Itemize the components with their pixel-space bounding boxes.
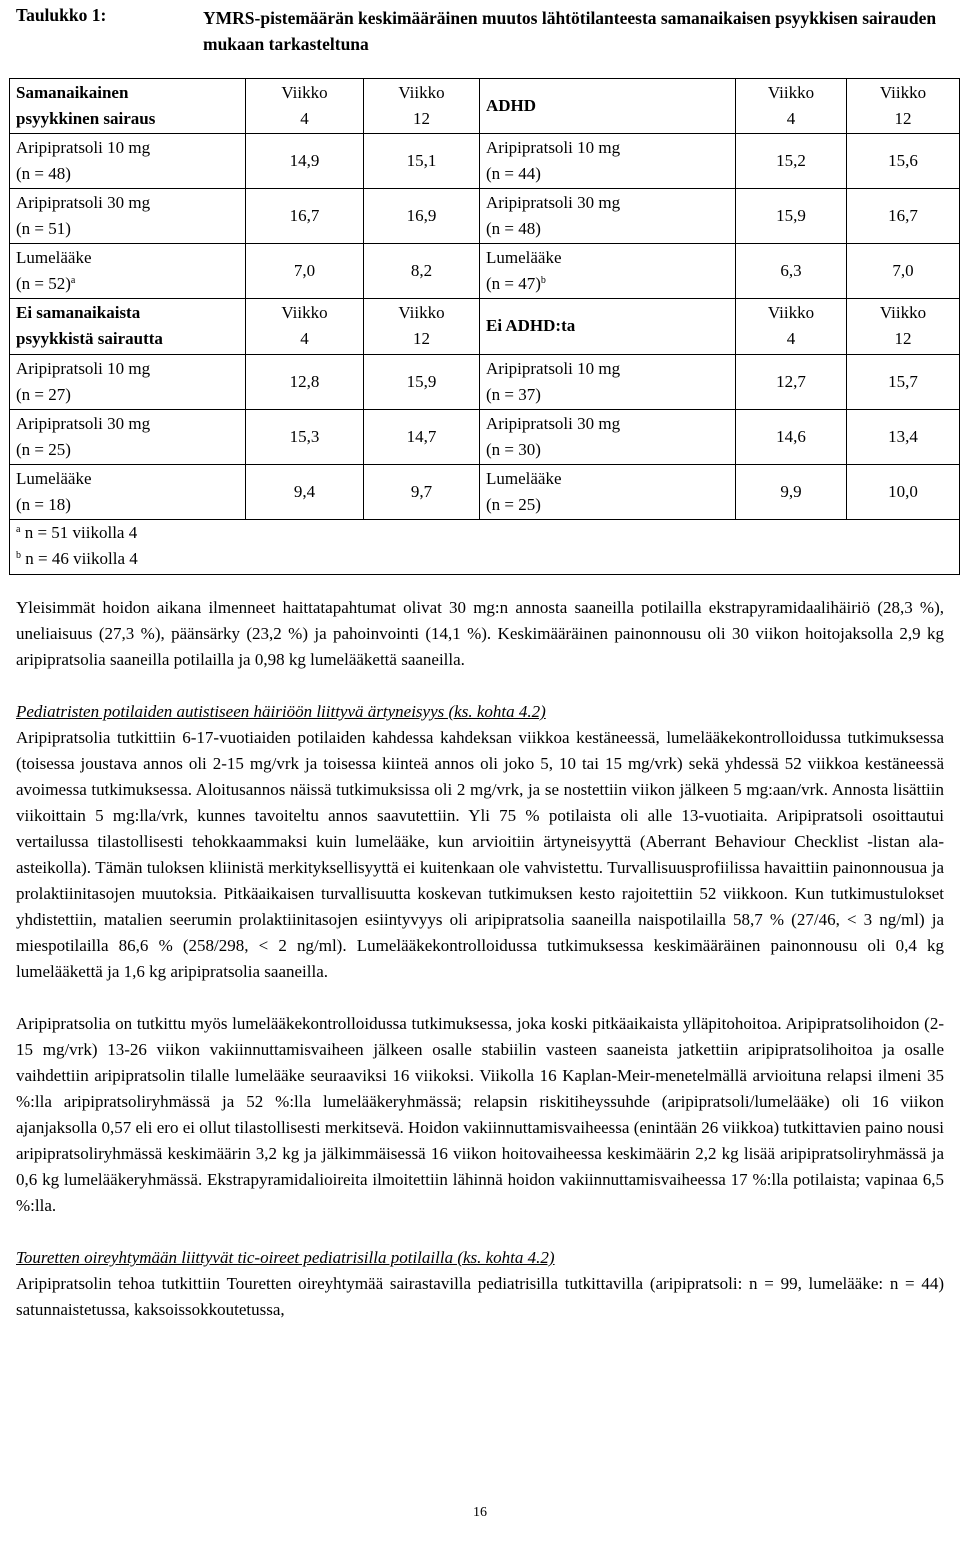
column-header-week12 [364, 79, 480, 134]
week4-value: 14,9 [246, 134, 364, 189]
week12-header-line2: 12 [894, 109, 912, 129]
treatment-group-label [10, 409, 246, 464]
left-group-header-line2: psyykkinen sairaus [16, 109, 156, 129]
week12-value: 15,7 [847, 354, 960, 409]
treatment-group-line1: Lumelääke [486, 248, 562, 268]
week12-value: 9,7 [364, 464, 480, 519]
treatment-group-line2: (n = 25) [486, 494, 541, 514]
treatment-group-line2: (n = 44) [486, 164, 541, 184]
treatment-group-footnote-mark: a [70, 275, 76, 287]
treatment-group-line2: (n = 30) [486, 439, 541, 459]
table-row [10, 134, 960, 189]
week4-value: 15,9 [736, 189, 847, 244]
week12-header-line1: Viikko [879, 83, 927, 103]
week12-value: 14,7 [364, 409, 480, 464]
treatment-group-label [480, 189, 736, 244]
treatment-group-line2: (n = 18) [16, 494, 71, 514]
right-group-header [480, 299, 736, 354]
week12-header-line1: Viikko [879, 303, 927, 323]
week4-value: 7,0 [246, 244, 364, 299]
paragraph-tourette-study: Aripipratsolin tehoa tutkittiin Touretten oireyhtymää sairastavilla pediatrisilla tutkittavilla (aripipratsoli: n = 99, lumelääke: n = 44) satunnaistetussa, kaksoissokkoutetussa, [16, 1274, 944, 1319]
left-group-header-line2: psyykkistä sairautta [16, 329, 163, 349]
footnote-text: n = 46 viikolla 4 [25, 548, 138, 568]
week12-value: 15,6 [847, 134, 960, 189]
document-body [16, 595, 944, 1323]
table-row [10, 244, 960, 299]
treatment-group-line1: Aripipratsoli 10 mg [16, 138, 151, 158]
week12-value: 15,9 [364, 354, 480, 409]
treatment-group-label [10, 464, 246, 519]
treatment-group-line2: (n = 27) [16, 384, 71, 404]
ymrs-results-table [9, 78, 960, 575]
footnote-row [10, 519, 960, 574]
week12-header-line1: Viikko [398, 303, 445, 323]
treatment-group-line1: Aripipratsoli 10 mg [16, 358, 151, 378]
footnote-text: n = 51 viikolla 4 [24, 522, 138, 542]
week4-header-line1: Viikko [281, 83, 328, 103]
treatment-group-label [480, 244, 736, 299]
week4-value: 9,4 [246, 464, 364, 519]
right-group-header-text: Ei ADHD:ta [486, 316, 576, 336]
week4-value: 9,9 [736, 464, 847, 519]
treatment-group-line1: Aripipratsoli 30 mg [486, 193, 621, 213]
week12-value: 15,1 [364, 134, 480, 189]
week4-header-line2: 4 [786, 329, 796, 349]
week12-value: 13,4 [847, 409, 960, 464]
treatment-group-line1: Aripipratsoli 10 mg [486, 138, 621, 158]
treatment-group-line1: Aripipratsoli 10 mg [486, 358, 621, 378]
footnote-mark: a [16, 523, 21, 535]
week4-value: 12,8 [246, 354, 364, 409]
week12-header-line2: 12 [894, 329, 912, 349]
column-header-week12 [364, 299, 480, 354]
treatment-group-line2: (n = 51) [16, 219, 71, 239]
week12-value: 8,2 [364, 244, 480, 299]
column-header-week4 [736, 299, 847, 354]
treatment-group-line2: (n = 47) [486, 274, 541, 294]
column-header-week4 [246, 79, 364, 134]
section-heading-autism: Pediatristen potilaiden autistiseen häiriöön liittyvä ärtyneisyys (ks. kohta 4.2) [16, 702, 546, 721]
treatment-group-line1: Lumelääke [16, 248, 92, 268]
week12-value: 7,0 [847, 244, 960, 299]
week4-header-line1: Viikko [767, 83, 815, 103]
paragraph-maintenance-study: Aripipratsolia on tutkittu myös lumelääkekontrolloidussa tutkimuksessa, joka koski pitkäaikaista ylläpitohoitoa. Aripipratsolihoidon (2-15 mg/vrk) 13-26 viikon vakiinnuttamisvaiheen jälkeen osalle stabiilin vasteen saaneista jatkettiin aripipratsolihoitoa ja osalle vaihdettiin aripipratsolin tilalle lumelääke seuraaviksi 16 viikoksi. Viikolla 16 Kaplan-Meir-menetelmällä arvioituna relapsi ilmeni 35 %:lla aripipratsoliryhmässä ja 52 %:lla lumelääkeryhmässä; relapsin riskitiheyssuhde (aripipratsoli/lumelääke) oli 16 viikon ajanjaksolla 0,57 eli ero ei ollut tilastollisesti merkitsevä. Hoidon vakiinnuttamisvaiheessa (enintään 26 viikkoa) tutkittavien paino nousi aripipratsoliryhmässä keskimäärin 3,2 kg ja jälkimmäisessä 16 viikon hoitovaiheessa keskimäärin 2,2 kg lisää aripipratsoliryhmässä ja 0,6 kg lumelääkeryhmässä. Ekstrapyramidalioireita ilmoitettiin lähinnä hoidon vakiinnuttamisvaiheessa 17 %:lla potilaista; vapinaa 6,5 %:lla. [16, 1014, 944, 1215]
week4-header-line1: Viikko [281, 303, 328, 323]
treatment-group-line2: (n = 52) [16, 274, 71, 294]
treatment-group-line1: Lumelääke [16, 468, 92, 488]
treatment-group-label [10, 134, 246, 189]
week4-header-line2: 4 [300, 109, 309, 129]
paragraph-autism-studies: Aripipratsolia tutkittiin 6-17-vuotiaiden potilaiden kahdessa kahdeksan viikkoa kestäneessä, lumelääkekontrolloidussa tutkimuksessa (toisessa joustava annos oli 2-15 mg/vrk ja toisessa kiinteä annos oli joko 5, 10 tai 15 mg/vrk) sekä yhdessä 52 viikkoa kestäneessä avoimessa tutkimuksessa. Aloitusannos näissä tutkimuksissa oli 2 mg/vrk, ja se nostettiin viikon jälkeen 5 mg:aan/vrk. Annosta lisättiin viikoittain 5 mg:lla/vrk, kunnes tavoiteltu annos saavutettiin. Yli 75 % potilaista oli alle 13-vuotiaita. Aripipratsoli osoittautui vertailussa tilastollisesti tehokkaammaksi kuin lumelääke, kun arvioitiin ärtyneisyyttä (Aberrant Behaviour Checklist -listan ala-asteikolla). Tämän tuloksen kliinistä merkityksellisyyttä ei kuitenkaan ole vahvistettu. Turvallisuusprofiilissa havaittiin painonnousua ja prolaktiinitasojen muutoksia. Pitkäaikaisen turvallisuutta koskevan tutkimuksen kesto rajoitettiin 52 viikkoon. Kun tutkimustulokset yhdistettiin, matalien seerumin prolaktiinitasojen esiintyvyys oli aripipratsolia saaneilla naispotilailla 58,7 % (27/46, < 3 ng/ml) ja miespotilailla 86,6 % (258/298, < 2 ng/ml). Lumelääkekontrolloidussa tutkimuksessa keskimääräinen painonnousu oli 0,4 kg lumelääkettä ja 1,6 kg aripipratsolia saaneilla. [16, 728, 944, 981]
treatment-group-footnote-mark: b [540, 275, 546, 287]
treatment-group-line1: Aripipratsoli 30 mg [16, 193, 151, 213]
week4-value: 14,6 [736, 409, 847, 464]
week12-value: 10,0 [847, 464, 960, 519]
table-footnotes [10, 519, 960, 574]
left-group-header-line1: Ei samanaikaista [16, 303, 141, 323]
treatment-group-label [10, 354, 246, 409]
paragraph-adverse-events: Yleisimmät hoidon aikana ilmenneet haittatapahtumat olivat 30 mg:n annosta saaneilla potilailla ekstrapyramidaalihäiriö (28,3 %), uneliaisuus (27,3 %), päänsärky (23,2 %) ja pahoinvointi (14,1 %). Keskimääräinen painonnousu oli 30 viikon hoitojaksolla 2,9 kg aripipratsolia saaneilla potilailla ja 0,98 kg lumelääkettä saaneilla. [16, 598, 944, 669]
column-header-week12 [847, 299, 960, 354]
table-row [10, 409, 960, 464]
week4-header-line2: 4 [300, 329, 309, 349]
week4-value: 6,3 [736, 244, 847, 299]
table-row [10, 354, 960, 409]
table-row [10, 464, 960, 519]
footnote-mark: b [16, 549, 21, 561]
left-group-header [10, 79, 246, 134]
section-heading-tourette: Touretten oireyhtymään liittyvät tic-oireet pediatrisilla potilailla (ks. kohta 4.2) [16, 1248, 555, 1267]
week12-header-line1: Viikko [398, 83, 445, 103]
table-label: Taulukko 1: [16, 5, 107, 25]
table-caption [16, 5, 946, 57]
week4-header-line2: 4 [786, 109, 796, 129]
treatment-group-label [480, 464, 736, 519]
left-group-header [10, 299, 246, 354]
treatment-group-line2: (n = 37) [486, 384, 541, 404]
treatment-group-label [10, 244, 246, 299]
table-body [10, 79, 960, 575]
left-group-header-line1: Samanaikainen [16, 83, 129, 103]
treatment-group-label [10, 189, 246, 244]
week12-value: 16,7 [847, 189, 960, 244]
column-header-week4 [246, 299, 364, 354]
header-row-no-comorbid [10, 299, 960, 354]
week4-value: 15,3 [246, 409, 364, 464]
treatment-group-label [480, 134, 736, 189]
column-header-week12 [847, 79, 960, 134]
week12-value: 16,9 [364, 189, 480, 244]
page-number: 16 [473, 1505, 487, 1520]
treatment-group-line1: Aripipratsoli 30 mg [16, 413, 151, 433]
week4-value: 12,7 [736, 354, 847, 409]
treatment-group-label [480, 354, 736, 409]
week4-value: 15,2 [736, 134, 847, 189]
treatment-group-label [480, 409, 736, 464]
right-group-header [480, 79, 736, 134]
week4-header-line1: Viikko [767, 303, 815, 323]
header-row-comorbid [10, 79, 960, 134]
table-title: YMRS-pistemäärän keskimääräinen muutos lähtötilanteesta samanaikaisen psyykkisen sairauden mukaan tarkasteltuna [203, 8, 937, 54]
column-header-week4 [736, 79, 847, 134]
right-group-header-text: ADHD [486, 96, 537, 116]
treatment-group-line2: (n = 25) [16, 439, 71, 459]
treatment-group-line2: (n = 48) [16, 164, 71, 184]
treatment-group-line1: Lumelääke [486, 468, 562, 488]
treatment-group-line2: (n = 48) [486, 219, 541, 239]
treatment-group-line1: Aripipratsoli 30 mg [486, 413, 621, 433]
week4-value: 16,7 [246, 189, 364, 244]
week12-header-line2: 12 [413, 329, 430, 349]
table-row [10, 189, 960, 244]
week12-header-line2: 12 [413, 109, 430, 129]
